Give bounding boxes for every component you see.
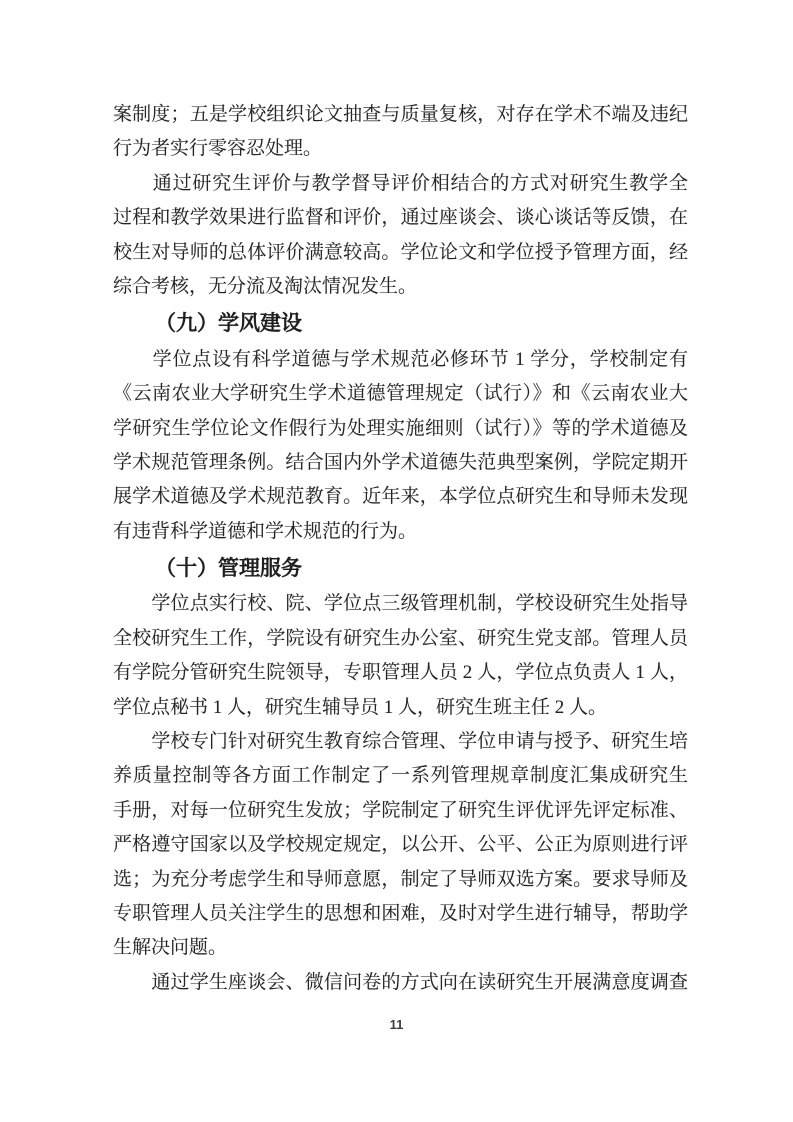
text-line: 选；为充分考虑学生和导师意愿，制定了导师双选方案。要求导师及 [113,868,688,890]
text-line: 过程和教学效果进行监督和评价，通过座谈会、谈心谈话等反馈，在 [113,207,688,229]
page-number: 11 [389,1017,404,1032]
text-line: 学术规范管理条例。结合国内外学术道德失范典型案例，学院定期开 [113,451,688,473]
paragraph-4 [113,587,688,725]
text-line: 综合考核，无分流及淘汰情况发生。 [113,275,418,297]
text-line: 生解决问题。 [113,937,228,959]
text-line: 学校专门针对研究生教育综合管理、学位申请与授予、研究生培 [113,731,688,753]
section-heading-9: （九）学风建设 [155,311,302,336]
paragraph-1 [113,98,688,167]
document-body [113,98,688,1000]
paragraph-3 [113,343,688,549]
section-heading-10: （十）管理服务 [155,556,302,581]
text-line: 有违背科学道德和学术规范的行为。 [113,520,418,542]
text-line: 全校研究生工作，学院设有研究生办公室、研究生党支部。管理人员 [113,627,688,649]
text-line: 通过学生座谈会、微信问卷的方式向在读研究生开展满意度调查 [113,971,688,993]
text-line: 学研究生学位论文作假行为处理实施细则（试行）》等的学术道德及 [113,417,688,439]
text-line: 学位点秘书 1 人，研究生辅导员 1 人，研究生班主任 2 人。 [113,696,608,718]
text-line: 《云南农业大学研究生学术道德管理规定（试行）》和《云南农业大 [113,383,688,405]
text-line: 有学院分管研究生院领导，专职管理人员 2 人，学位点负责人 1 人， [113,662,688,684]
paragraph-6 [113,966,688,1000]
text-line: 通过研究生评价与教学督导评价相结合的方式对研究生教学全 [113,172,688,194]
paragraph-2 [113,167,688,305]
text-line: 学位点实行校、院、学位点三级管理机制，学校设研究生处指导 [113,593,688,615]
text-line: 案制度；五是学校组织论文抽查与质量复核，对存在学术不端及违纪 [113,104,688,125]
text-line: 手册，对每一位研究生发放；学院制定了研究生评优评先评定标准、 [113,799,688,821]
paragraph-5 [113,725,688,966]
text-line: 展学术道德及学术规范教育。近年来，本学位点研究生和导师未发现 [113,486,688,508]
text-line: 行为者实行零容忍处理。 [113,138,323,160]
text-line: 校生对导师的总体评价满意较高。学位论文和学位授予管理方面，经 [113,241,688,263]
text-line: 严格遵守国家以及学校规定规定，以公开、公平、公正为原则进行评 [113,834,688,856]
text-line: 养质量控制等各方面工作制定了一系列管理规章制度汇集成研究生 [113,765,688,787]
page-footer [0,1016,793,1034]
text-line: 学位点设有科学道德与学术规范必修环节 1 学分，学校制定有 [113,348,688,370]
text-line: 专职管理人员关注学生的思想和困难，及时对学生进行辅导，帮助学 [113,902,688,924]
